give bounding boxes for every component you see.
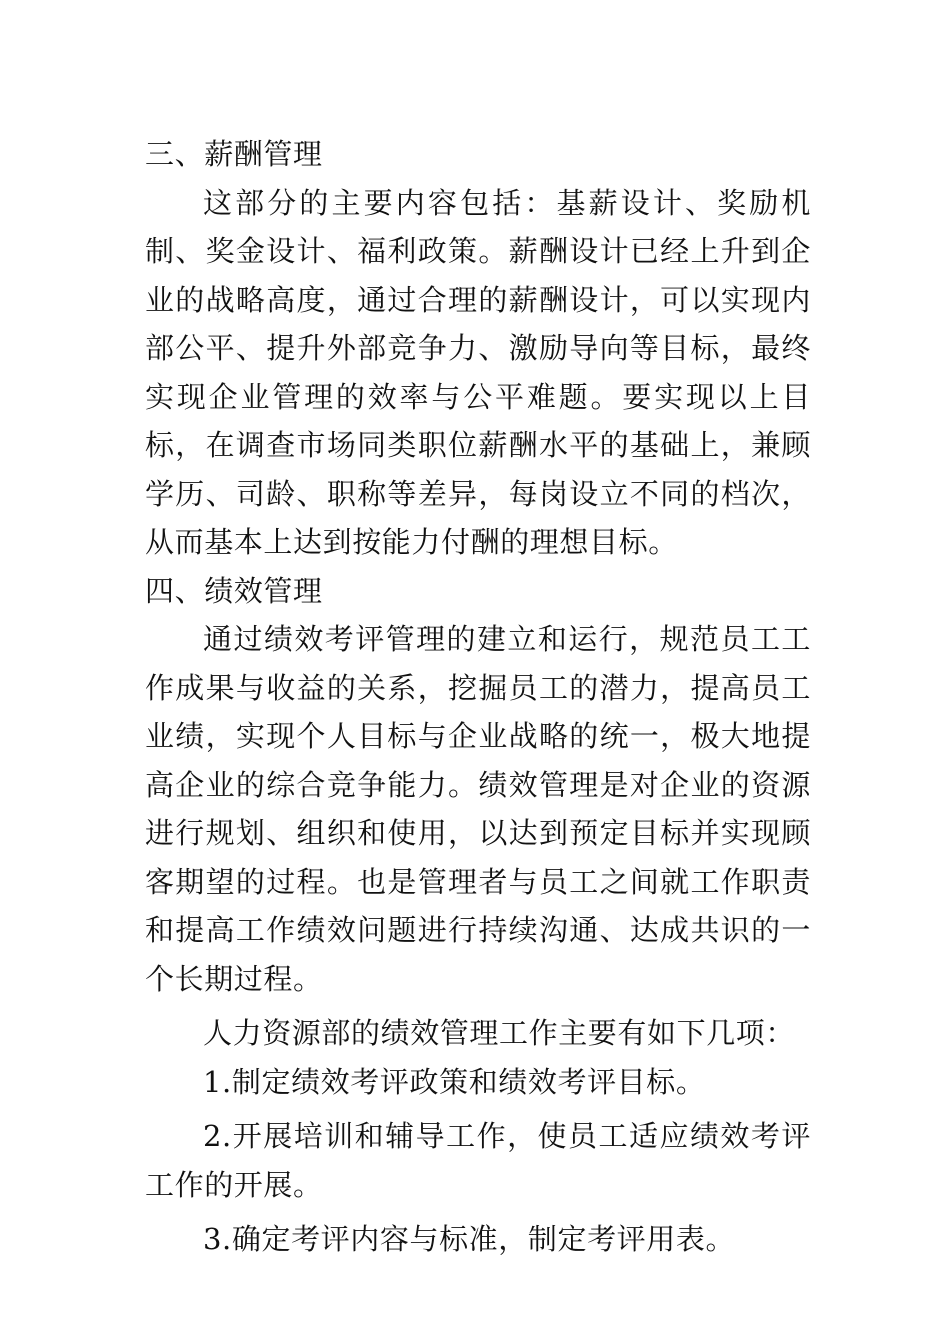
performance-tasks-lead: 人力资源部的绩效管理工作主要有如下几项： <box>203 1016 796 1050</box>
performance-task-item: 1.制定绩效考评政策和绩效考评目标。 <box>203 1064 706 1099</box>
performance-paragraph: 通过绩效考评管理的建立和运行，规范员工工作成果与收益的关系，挖掘员工的潜力，提高员工业绩，实现个人目标与企业战略的统一，极大地提高企业的综合竞争能力。绩效管理是对企业的资源进行规划、组织和使用，以达到预定目标并实现顾客期望的过程。也是管理者与员工之间就工作职责和提高工作绩效问题进行持续沟通、达成共识的一个长期过程。 <box>145 622 811 996</box>
document-body <box>145 130 811 1264</box>
performance-task-item: 3.确定考评内容与标准，制定考评用表。 <box>203 1222 736 1256</box>
salary-paragraph: 这部分的主要内容包括：基薪设计、奖励机制、奖金设计、福利政策。薪酬设计已经上升到企业的战略高度，通过合理的薪酬设计，可以实现内部公平、提升外部竞争力、激励导向等目标，最终实现企业管理的效率与公平难题。要实现以上目标，在调查市场同类职位薪酬水平的基础上，兼顾学历、司龄、职称等差异，每岗设立不同的档次，从而基本上达到按能力付酬的理想目标。 <box>145 185 811 559</box>
section-heading-salary: 三、薪酬管理 <box>145 137 323 171</box>
performance-task-item: 2.开展培训和辅导工作，使员工适应绩效考评工作的开展。 <box>145 1119 811 1202</box>
section-heading-performance: 四、绩效管理 <box>145 573 323 608</box>
